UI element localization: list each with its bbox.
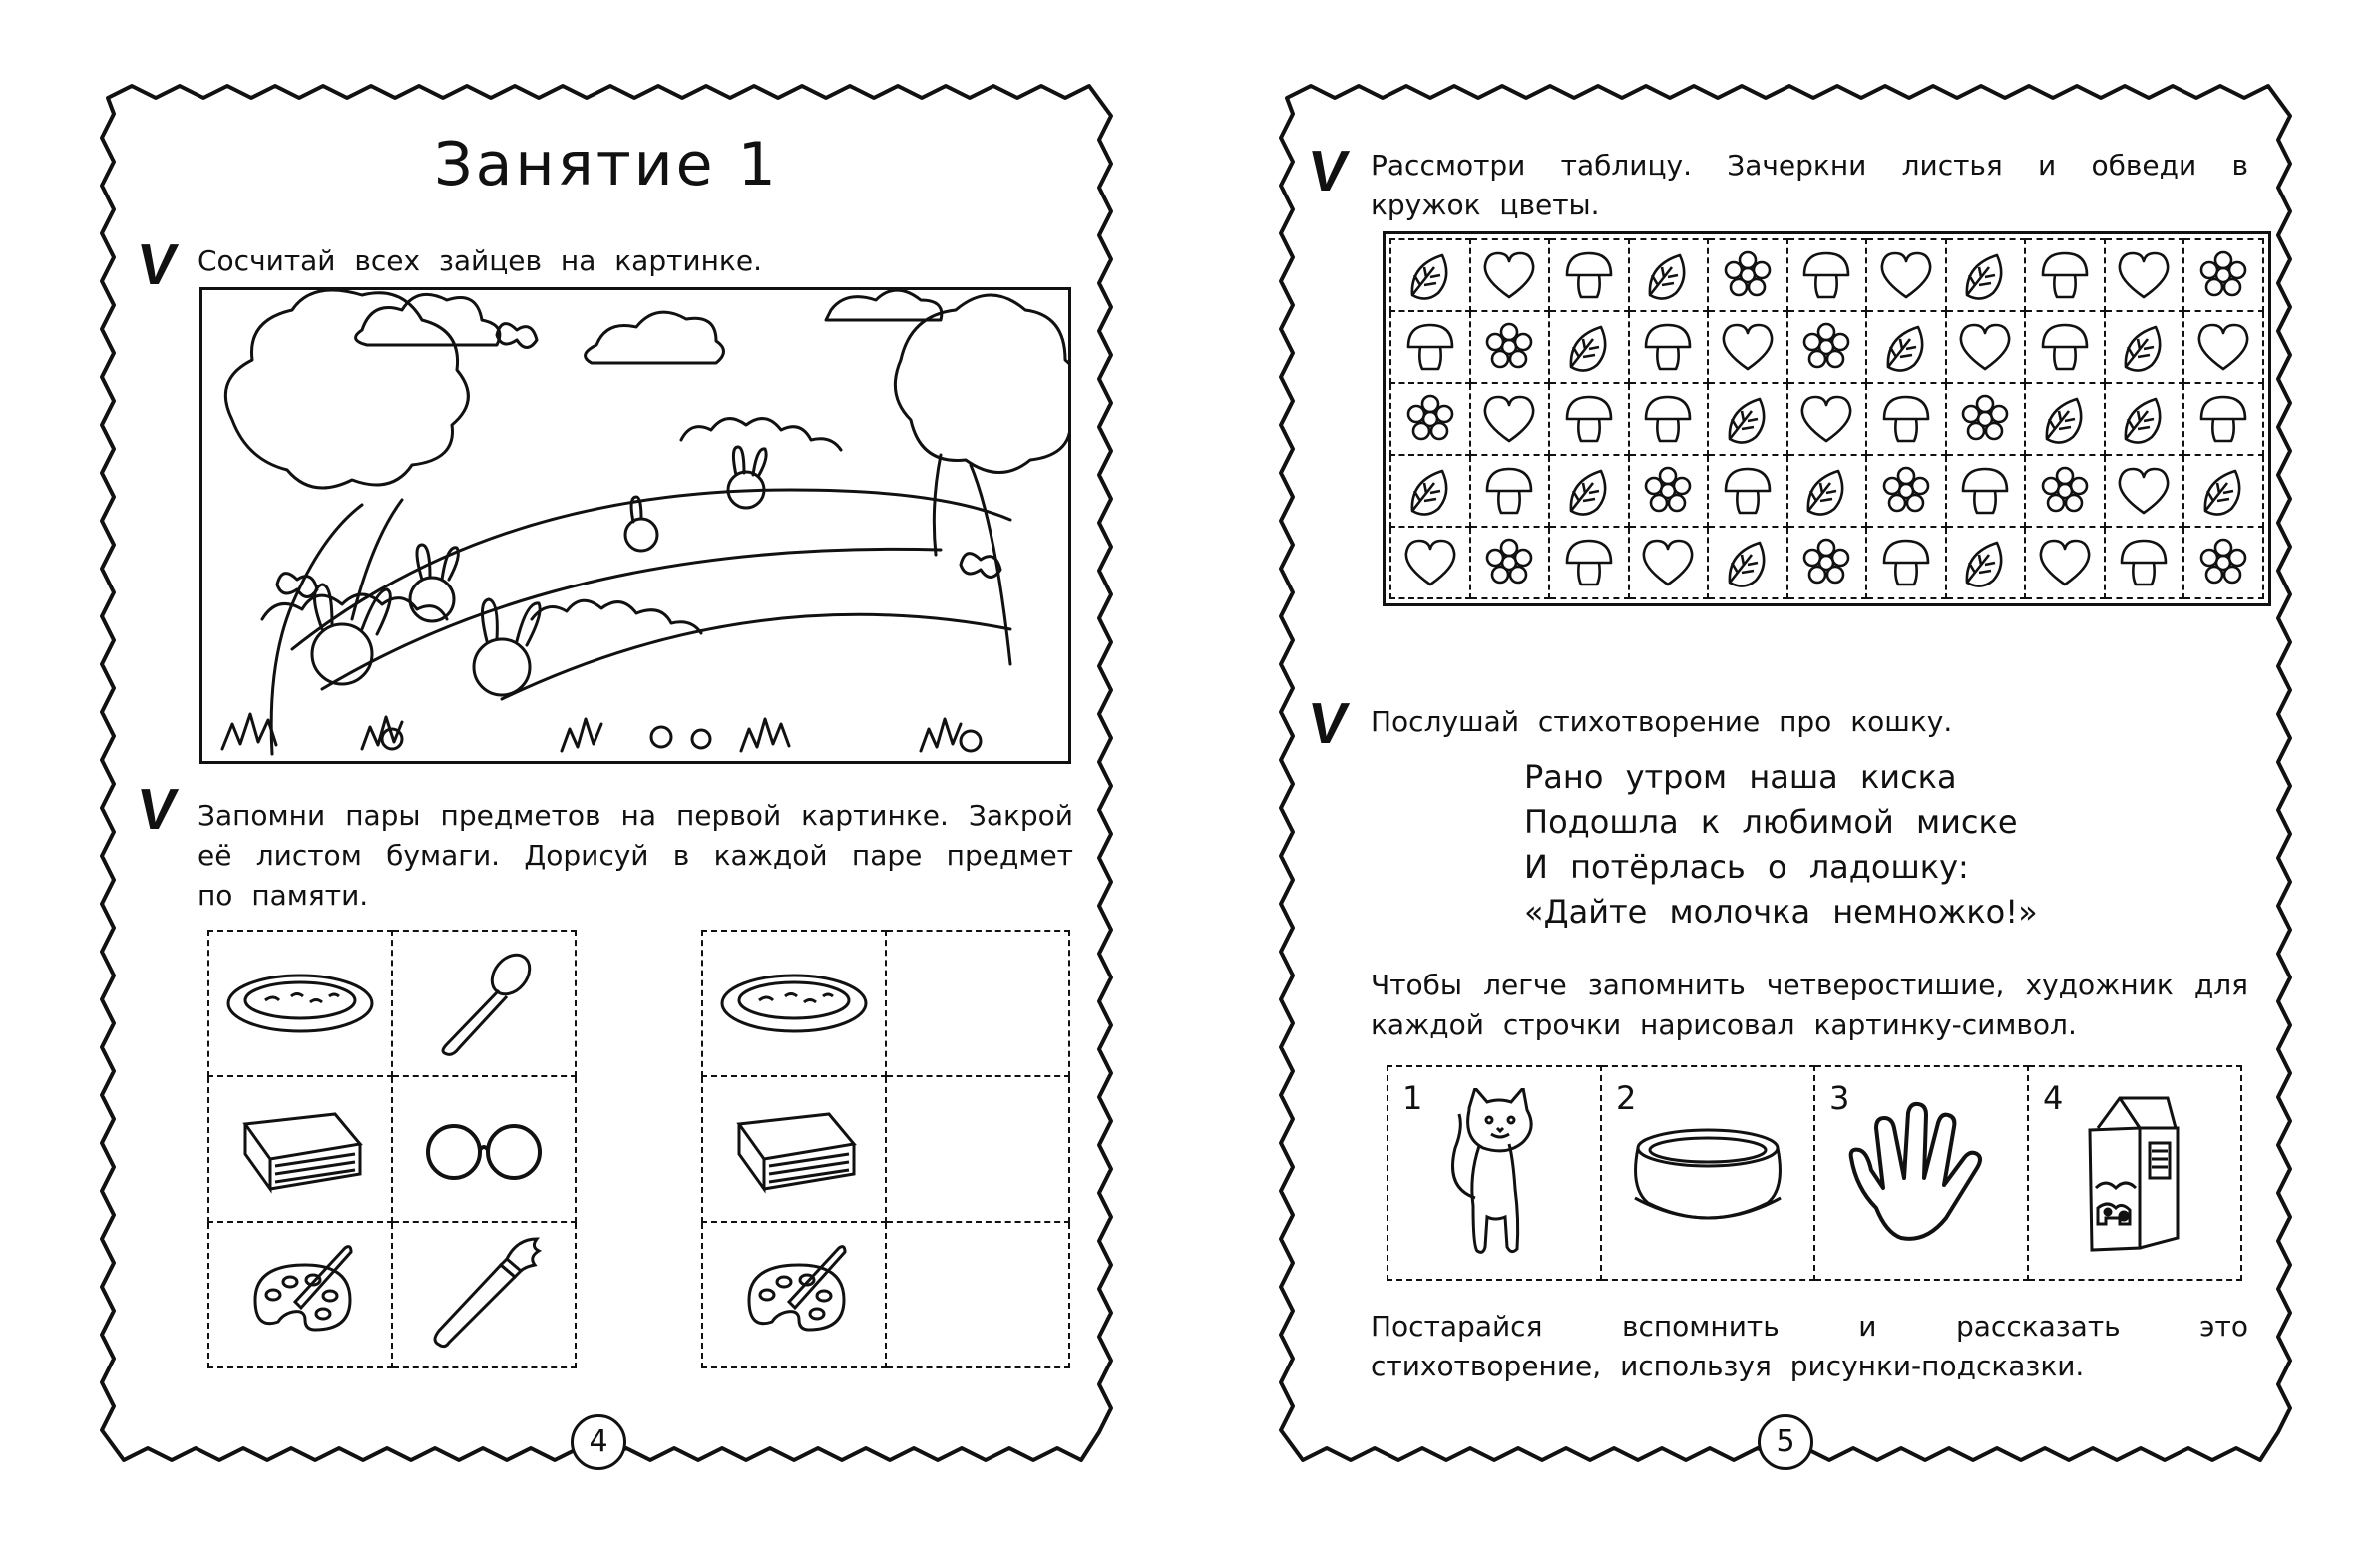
hares-meadow-picture [199,287,1071,764]
reference-pairs-grid [207,930,577,1368]
mushroom-icon [2039,321,2091,373]
symbol-cell[interactable] [2025,527,2105,598]
symbol-cell[interactable] [1470,239,1550,311]
mushroom-icon [1642,393,1694,445]
symbol-cell[interactable] [2105,455,2184,527]
heart-icon [1483,249,1535,301]
symbol-number: 2 [1616,1079,1637,1117]
leaf-icon [1563,465,1615,517]
symbol-cell[interactable] [2183,311,2263,383]
symbol-cell[interactable] [1390,383,1470,455]
complete-pairs-grid [701,930,1070,1368]
symbol-cell[interactable] [1708,311,1787,383]
symbol-cell[interactable] [2183,239,2263,311]
symbol-cell[interactable] [1866,311,1946,383]
plate-icon [719,969,869,1038]
symbol-number: 1 [1402,1079,1423,1117]
poem-symbols-grid [1387,1065,2242,1281]
symbol-cell[interactable] [1549,311,1629,383]
leaf-icon [1959,249,2011,301]
symbol-row [1390,383,2263,455]
symbol-cell[interactable] [1708,383,1787,455]
heart-icon [2197,321,2249,373]
heart-icon [1404,537,1456,588]
check-mark-icon: V [1304,691,1353,756]
pair-cell [392,931,576,1076]
flower-icon [1800,537,1852,588]
symbol-cell[interactable] [1946,455,2026,527]
check-mark-icon: V [133,232,182,297]
symbol-cell[interactable] [1549,239,1629,311]
poem-line: Рано утром наша киска [1524,758,1957,796]
symbol-cell[interactable] [1787,383,1867,455]
empty-draw-cell[interactable] [886,931,1069,1076]
flower-icon [1800,321,1852,373]
hand-icon [1846,1098,1996,1248]
symbol-cell[interactable] [1787,239,1867,311]
symbol-table-grid [1389,238,2264,599]
symbol-cell[interactable] [1390,527,1470,598]
heart-icon [2039,537,2091,588]
task-listen-poem: Послушай стихотворение про кошку. [1371,705,1953,738]
page-number: 5 [1758,1414,1813,1470]
symbol-cell[interactable] [1946,239,2026,311]
poem [1524,755,2038,935]
heart-icon [1800,393,1852,445]
leaf-icon [1563,321,1615,373]
symbol-cell[interactable] [2183,527,2263,598]
mushroom-icon [1642,321,1694,373]
leaf-icon [1722,393,1774,445]
symbol-cell[interactable] [1470,455,1550,527]
bowl-icon [1623,1118,1792,1228]
mushroom-icon [2118,537,2170,588]
heart-icon [1880,249,1932,301]
plate-icon [225,969,375,1038]
leaf-icon [2039,393,2091,445]
symbol-cell[interactable] [2025,311,2105,383]
symbol-cell[interactable] [1946,383,2026,455]
palette-icon [235,1240,365,1350]
symbol-cell[interactable] [1787,455,1867,527]
mushroom-icon [1563,393,1615,445]
cat-icon [1439,1088,1549,1258]
leaf-icon [2197,465,2249,517]
symbol-cell[interactable] [1946,527,2026,598]
symbol-cell[interactable] [1629,239,1709,311]
symbol-number: 3 [1829,1079,1850,1117]
leaf-icon [1642,249,1694,301]
lesson-title: Занятие 1 [434,130,779,199]
flower-icon [2039,465,2091,517]
symbol-cell[interactable] [1549,383,1629,455]
leaf-icon [1722,537,1774,588]
leaf-icon [1959,537,2011,588]
flower-icon [2197,249,2249,301]
symbol-cell[interactable] [1549,455,1629,527]
symbol-cell[interactable] [1629,383,1709,455]
heart-icon [2118,249,2170,301]
heart-icon [1642,537,1694,588]
symbol-cell[interactable] [2183,383,2263,455]
poem-line: Подошла к любимой миске [1524,803,2018,841]
symbol-row [1390,311,2263,383]
pair-cell [208,931,392,1076]
symbol-cell[interactable] [1708,239,1787,311]
pair-cell [702,1222,886,1367]
symbol-cell[interactable] [2105,383,2184,455]
heart-icon [2118,465,2170,517]
mushroom-icon [1483,465,1535,517]
symbol-cell [1388,1066,1601,1280]
task-symbol-table: Рассмотри таблицу. Зачеркни листья и обведи в кружок цветы. [1371,149,2248,221]
symbol-number: 4 [2043,1079,2064,1117]
mushroom-icon [1563,537,1615,588]
symbol-cell[interactable] [1787,311,1867,383]
leaf-icon [2118,393,2170,445]
heart-icon [1722,321,1774,373]
flower-icon [1880,465,1932,517]
mushroom-icon [2039,249,2091,301]
right-page [1287,92,2284,1459]
symbol-cell[interactable] [1708,455,1787,527]
flower-icon [1483,537,1535,588]
poem-line: И потёрлась о ладошку: [1524,848,1969,886]
symbol-cell[interactable] [2105,239,2184,311]
mushroom-icon [1563,249,1615,301]
symbol-cell[interactable] [1470,311,1550,383]
symbol-row [1390,455,2263,527]
symbol-cell[interactable] [1390,311,1470,383]
book-icon [729,1104,859,1194]
symbol-cell [1814,1066,2028,1280]
symbol-cell[interactable] [1629,311,1709,383]
check-mark-icon: V [1304,139,1353,203]
mushroom-icon [1880,537,1932,588]
left-page [108,92,1105,1459]
pair-cell [392,1076,576,1222]
task-count-hares: Сосчитай всех зайцев на картинке. [198,244,762,277]
task-remember-pairs: Запомни пары предметов на первой картинке. Закрой её листом бумаги. Дорисуй в каждой паре предмет по памяти. [198,799,1073,912]
poem-line: «Дайте молочка немножко!» [1524,893,2038,931]
symbol-cell [1601,1066,1814,1280]
flower-icon [1642,465,1694,517]
check-mark-icon: V [133,777,182,842]
empty-draw-cell[interactable] [886,1222,1069,1367]
symbol-row [1390,527,2263,598]
symbol-cell[interactable] [1866,239,1946,311]
symbol-cell[interactable] [1390,239,1470,311]
symbol-cell[interactable] [1946,311,2026,383]
milk-carton-icon [2080,1088,2189,1258]
task-memorize-hint: Чтобы легче запомнить четверостишие, художник для каждой строчки нарисовал картинку-символ. [1371,969,2248,1041]
symbol-cell[interactable] [1787,527,1867,598]
meadow-illustration [202,290,1068,761]
task-retell-poem: Постарайся вспомнить и рассказать это стихотворение, используя рисунки-подсказки. [1371,1310,2248,1382]
symbol-cell[interactable] [1549,527,1629,598]
flower-icon [1483,321,1535,373]
heart-icon [1959,321,2011,373]
flower-icon [2197,537,2249,588]
symbol-cell[interactable] [2025,383,2105,455]
book-icon [235,1104,365,1194]
heart-icon [1483,393,1535,445]
symbol-cell [2028,1066,2241,1280]
spoon-icon [429,949,539,1058]
leaf-icon [1880,321,1932,373]
symbol-cell[interactable] [1866,455,1946,527]
mushroom-icon [1880,393,1932,445]
brush-icon [419,1235,549,1355]
symbol-cell[interactable] [1470,383,1550,455]
symbol-cell[interactable] [1470,527,1550,598]
leaf-icon [2118,321,2170,373]
symbol-cell[interactable] [1866,527,1946,598]
symbol-cell[interactable] [2105,527,2184,598]
glasses-icon [419,1114,549,1184]
page-number: 4 [571,1414,626,1470]
pair-cell [208,1076,392,1222]
symbol-cell[interactable] [1390,455,1470,527]
symbol-row [1390,239,2263,311]
pair-cell [702,931,886,1076]
mushroom-icon [1800,249,1852,301]
mushroom-icon [1722,465,1774,517]
flower-icon [1722,249,1774,301]
leaf-icon [1404,465,1456,517]
pair-cell [702,1076,886,1222]
symbol-table [1383,231,2271,606]
leaf-icon [1800,465,1852,517]
flower-icon [1404,393,1456,445]
symbol-cell[interactable] [2183,455,2263,527]
symbol-cell[interactable] [1708,527,1787,598]
empty-draw-cell[interactable] [886,1076,1069,1222]
mushroom-icon [1959,465,2011,517]
mushroom-icon [2197,393,2249,445]
symbol-cell[interactable] [2025,239,2105,311]
symbol-cell[interactable] [1629,527,1709,598]
pair-cell [208,1222,392,1367]
symbol-cell[interactable] [1629,455,1709,527]
flower-icon [1959,393,2011,445]
leaf-icon [1404,249,1456,301]
mushroom-icon [1404,321,1456,373]
symbol-cell[interactable] [2025,455,2105,527]
symbol-cell[interactable] [2105,311,2184,383]
symbol-cell[interactable] [1866,383,1946,455]
palette-icon [729,1240,859,1350]
pair-cell [392,1222,576,1367]
